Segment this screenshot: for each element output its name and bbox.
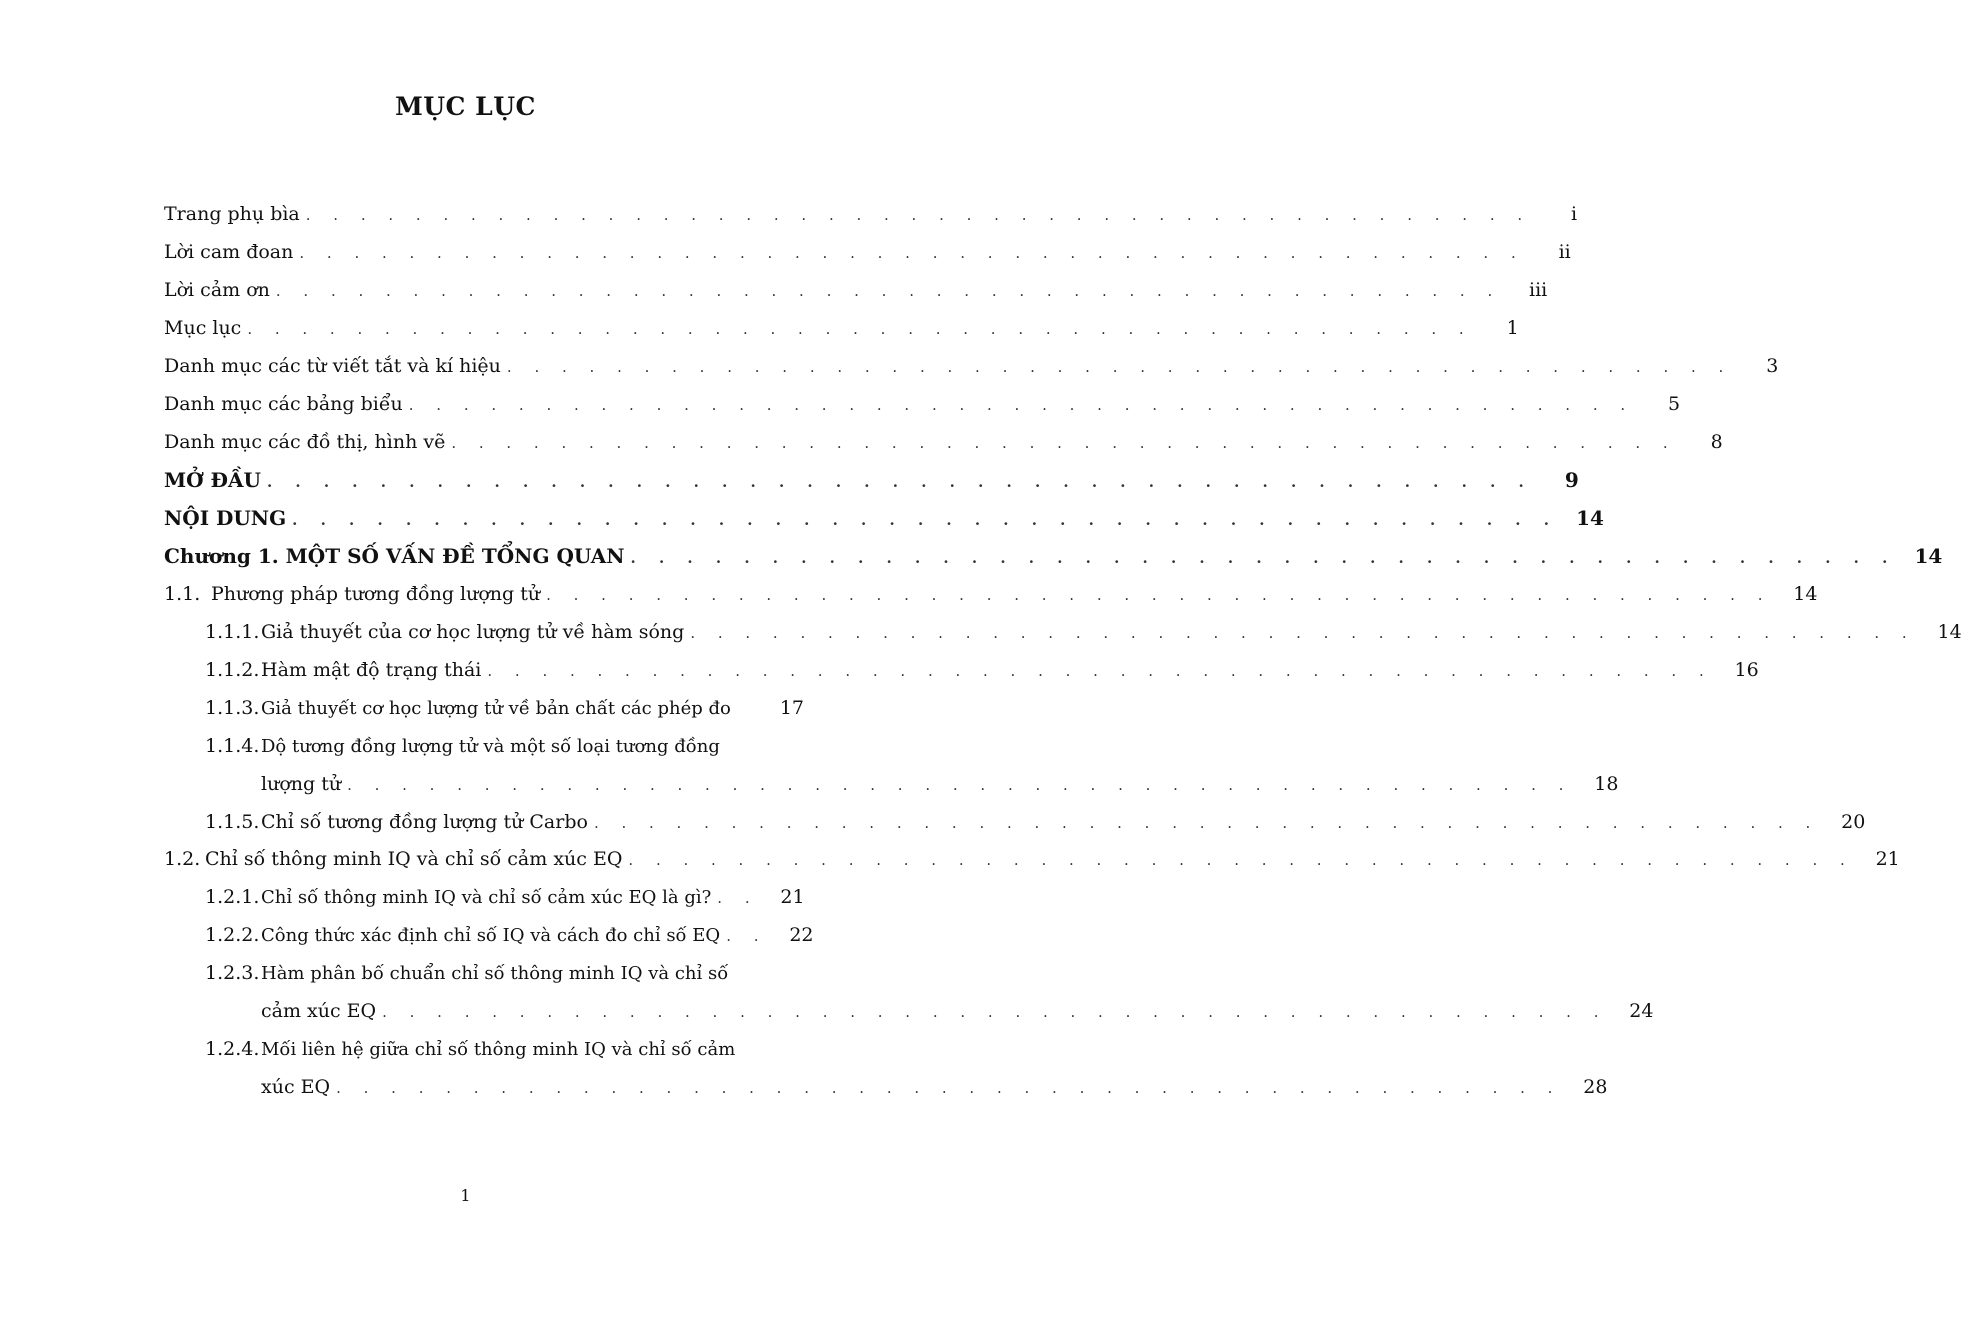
toc-entry-number: 1.2.: [164, 848, 201, 870]
toc-entry-page: i: [1571, 203, 1578, 225]
toc-entry-text: Chỉ số tương đồng lượng tử Carbo: [261, 811, 588, 833]
toc-entry-page: 28: [1583, 1076, 1608, 1098]
toc-entry-text: Danh mục các đồ thị, hình vẽ: [164, 431, 446, 453]
toc-entry-number: 1.2.2.: [205, 924, 260, 946]
toc-entry-text: lượng tử: [261, 773, 342, 795]
toc-entry-number: 1.2.4.: [205, 1038, 260, 1060]
toc-leader-dots: . . . . . . . . . . . . . . . . . . . . . . . . . . . . . . . . . . . . . . . . . . . . .: [347, 776, 1573, 794]
toc-entry[interactable]: [164, 430, 1723, 455]
toc-entry[interactable]: [205, 810, 1866, 835]
toc-entry-page: 18: [1594, 773, 1619, 795]
toc-leader-dots: . . . . . . . . . . . . . . . . . . . . . . . . . . . . . . . . . . . . . . . . . . . . .: [247, 320, 1473, 338]
toc-entry-text: MỞ ĐẦU: [164, 468, 261, 492]
toc-entry-text: Lời cảm ơn: [164, 279, 270, 301]
toc-entry-text: Danh mục các bảng biểu: [164, 393, 403, 415]
toc-leader-dots: . . . . . . . . . . . . . . . . . . . . . . . . . . . . . . . . . . . . . . . . . . . . .: [451, 434, 1677, 452]
toc-entry-number: 1.1.3.: [205, 697, 260, 719]
toc-entry-text: Danh mục các từ viết tắt và kí hiệu: [164, 355, 501, 377]
toc-leader-dots: . . . . . . . . . . . . . . . . . . . . . . . . . . . . . . . . . . . . . . . . . . . . .: [546, 586, 1772, 604]
toc-leader-dots: . . . . . . . . . . . . . . . . . . . . . . . . . . . . . . . . . . . . . . . . . . . . .: [593, 814, 1820, 832]
toc-leader-dots: . . . . . . . . . . . . . . . . . . . . . . . . . . . . . . . . . . . . . . . . . . . . .: [630, 549, 1897, 567]
toc-entry[interactable]: [205, 961, 804, 986]
toc-entry-text: Chỉ số thông minh IQ và chỉ số cảm xúc EQ: [205, 848, 623, 870]
toc-leader-dots: . .: [717, 889, 759, 907]
toc-entry-text: Công thức xác định chỉ số IQ và cách đo chỉ số EQ: [261, 925, 721, 946]
toc-entry-text: Mục lục: [164, 317, 242, 339]
toc-entry-page: 1: [1506, 317, 1519, 339]
toc-entry-page: 21: [1875, 848, 1900, 870]
toc-leader-dots: . . . . . . . . . . . . . . . . . . . . . . . . . . . . . . . . . . . . . . . . . . . . .: [299, 244, 1525, 262]
toc-entry[interactable]: [205, 734, 804, 759]
toc-entry[interactable]: [205, 696, 804, 721]
toc-entry[interactable]: [164, 240, 1571, 265]
toc-entry-number: 1.1.2.: [205, 659, 260, 681]
toc-entry[interactable]: [205, 658, 1759, 683]
toc-entry-number: 1.1.5.: [205, 811, 260, 833]
page-number: 1: [460, 1186, 471, 1205]
toc-leader-dots: . . . . . . . . . . . . . . . . . . . . . . . . . . . . . . . . . . . . . . . . . . . . .: [690, 624, 1916, 642]
toc-entry-page: ii: [1558, 241, 1571, 263]
toc-entry[interactable]: [205, 885, 804, 910]
toc-entry-text: Mối liên hệ giữa chỉ số thông minh IQ và chỉ số cảm: [261, 1039, 736, 1060]
toc-entry-text: xúc EQ: [261, 1076, 331, 1098]
toc-entry-text: Hàm phân bố chuẩn chỉ số thông minh IQ và chỉ số: [261, 963, 729, 984]
toc-entry-page: 22: [789, 924, 814, 946]
toc-leader-dots: . . . . . . . . . . . . . . . . . . . . . . . . . . . . . . . . . . . . . . . . . . . . .: [275, 282, 1502, 300]
toc-entry-page: iii: [1529, 279, 1548, 301]
toc-entry-continuation[interactable]: [261, 999, 1654, 1024]
toc-entry-text: Chỉ số thông minh IQ và chỉ số cảm xúc EQ là gì?: [261, 887, 712, 908]
toc-entry[interactable]: [205, 620, 1962, 645]
toc-entry-page: 8: [1710, 431, 1723, 453]
toc-entry-continuation[interactable]: [261, 772, 1619, 797]
toc-entry[interactable]: [164, 354, 1779, 379]
toc-entry-number: 1.1.4.: [205, 735, 260, 757]
toc-leader-dots: . . . . . . . . . . . . . . . . . . . . . . . . . . . . . . . . . . . . . . . . . . . . .: [506, 358, 1733, 376]
toc-leader-dots: . .: [726, 927, 768, 945]
toc-entry-page: 14: [1576, 506, 1604, 530]
toc-entry-page: 21: [780, 886, 805, 908]
toc-entry[interactable]: [164, 544, 1943, 570]
toc-entry-text: NỘI DUNG: [164, 506, 287, 530]
toc-entry-page: 5: [1668, 393, 1681, 415]
toc-entry[interactable]: [164, 202, 1578, 227]
toc-leader-dots: . . . . . . . . . . . . . . . . . . . . . . . . . . . . . . . . . . . . . . . . . . . . .: [382, 1003, 1608, 1021]
toc-entry-text: Hàm mật độ trạng thái: [261, 659, 482, 681]
toc-entry-text: Phương pháp tương đồng lượng tử: [211, 583, 541, 605]
page-title: MỤC LỤC: [395, 92, 536, 121]
toc-leader-dots: . . . . . . . . . . . . . . . . . . . . . . . . . . . . . . . . . . . . . . . . . . . . .: [305, 206, 1532, 224]
toc-entry[interactable]: [164, 316, 1519, 341]
toc-leader-dots: . . . . . . . . . . . . . . . . . . . . . . . . . . . . . . . . . . . . . . . . . . . . .: [628, 851, 1854, 869]
toc-entry-number: 1.1.: [164, 583, 201, 605]
toc-entry[interactable]: [164, 582, 1818, 607]
toc-entry-text: Chương 1. MỘT SỐ VẤN ĐỀ TỔNG QUAN: [164, 544, 625, 568]
toc-entry-page: 3: [1766, 355, 1779, 377]
toc-entry-text: Lời cam đoan: [164, 241, 294, 263]
toc-entry-text: Dộ tương đồng lượng tử và một số loại tương đồng: [261, 736, 720, 757]
toc-leader-dots: . . . . . . . . . . . . . . . . . . . . . . . . . . . . . . . . . . . . . . . . . . . . .: [266, 473, 1533, 491]
toc-entry-page: 24: [1629, 1000, 1654, 1022]
toc-entry[interactable]: [205, 923, 814, 948]
toc-entry[interactable]: [164, 468, 1579, 494]
toc-entry-page: 14: [1914, 544, 1943, 568]
toc-entry-number: 1.2.1.: [205, 886, 260, 908]
toc-entry[interactable]: [164, 847, 1900, 872]
toc-entry-page: 17: [779, 697, 804, 719]
toc-entry[interactable]: [164, 278, 1548, 303]
toc-entry-number: 1.1.1.: [205, 621, 260, 643]
toc-entry-number: 1.2.3.: [205, 962, 260, 984]
toc-entry-text: cảm xúc EQ: [261, 1000, 377, 1022]
toc-entry[interactable]: [164, 392, 1681, 417]
toc-entry-text: Trang phụ bìa: [164, 203, 300, 225]
toc-entry[interactable]: [205, 1037, 804, 1062]
toc-entry-page: 9: [1564, 468, 1579, 492]
toc-entry[interactable]: [164, 506, 1604, 532]
toc-entry-continuation[interactable]: [261, 1075, 1608, 1100]
toc-leader-dots: . . . . . . . . . . . . . . . . . . . . . . . . . . . . . . . . . . . . . . . . . . . . .: [408, 396, 1635, 414]
toc-entry-page: 14: [1937, 621, 1962, 643]
toc-entry-page: 20: [1841, 811, 1866, 833]
toc-leader-dots: . . . . . . . . . . . . . . . . . . . . . . . . . . . . . . . . . . . . . . . . . . . . .: [336, 1079, 1562, 1097]
toc-leader-dots: . . . . . . . . . . . . . . . . . . . . . . . . . . . . . . . . . . . . . . . . . . . . .: [292, 511, 1558, 529]
toc-leader-dots: . . . . . . . . . . . . . . . . . . . . . . . . . . . . . . . . . . . . . . . . . . . . .: [487, 662, 1713, 680]
toc-entry-text: Giả thuyết cơ học lượng tử về bản chất các phép đo: [261, 698, 731, 719]
toc-entry-page: 14: [1793, 583, 1818, 605]
toc-entry-page: 16: [1734, 659, 1759, 681]
toc-entry-text: Giả thuyết của cơ học lượng tử về hàm sóng: [261, 621, 685, 643]
